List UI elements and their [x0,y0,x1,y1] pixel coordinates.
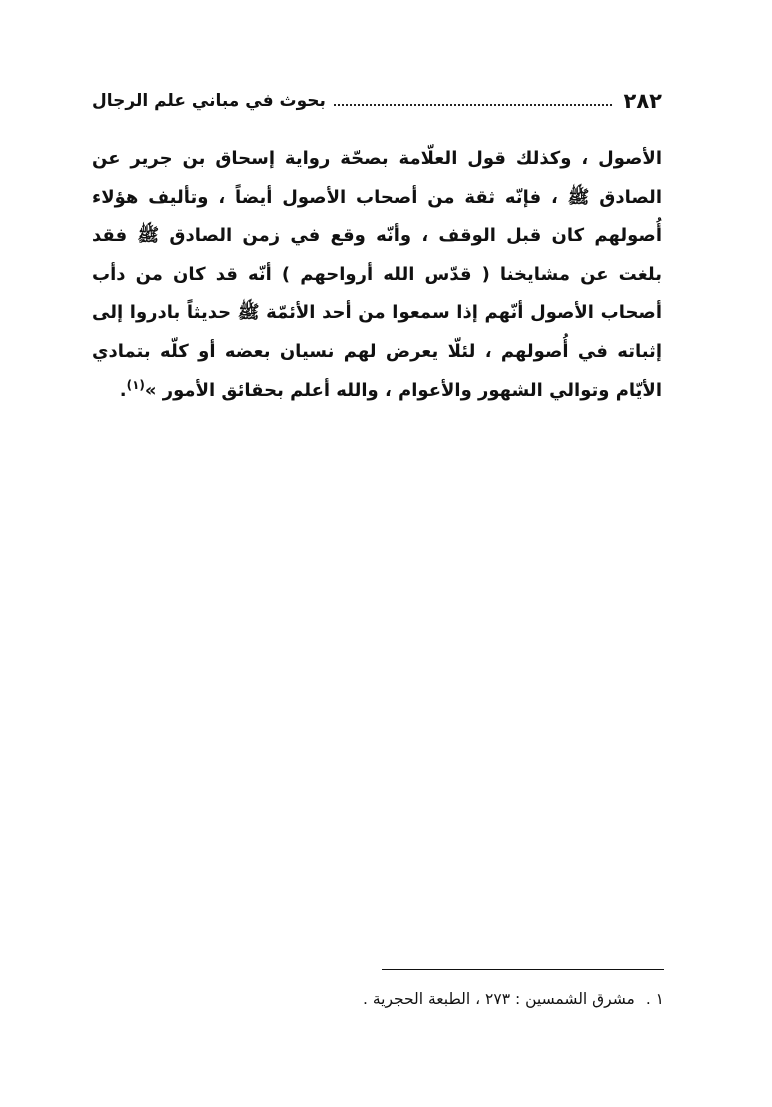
footnote-item [92,986,664,1012]
footnote-separator [382,969,664,970]
footnote-marker: ١ . [645,990,664,1008]
body-paragraph [92,140,662,410]
footnote-text: مشرق الشمسين : ٢٧٣ ، الطبعة الحجرية . [362,990,635,1008]
footnote-reference: (١) [126,377,145,392]
body-text: الأصول ، وكذلك قول العلّامة بصحّة رواية إسحاق بن جرير عن الصادق ﷺ ، فإنّه ثقة من أصحاب الأصول أيضاً ، وتأليف هؤلاء أُصولهم كان قبل الوقف ، وأنّه وقع في زمن الصادق ﷺ فقد بلغت عن مشايخنا ( قدّس الله أرواحهم ) أنّه قد كان من دأب أصحاب الأصول أنّهم إذا سمعوا من أحد الأئمّة ﷺ حديثاً بادروا إلى إثباته في أُصولهم ، لئلّا يعرض لهم نسيان بعضه أو كلّه بتمادي الأيّام وتوالي الشهور والأعوام ، والله أعلم بحقائق الأمور » [92,148,662,401]
page-number: ٢٨٢ [623,89,662,113]
header-leader-dots [334,104,612,106]
paragraph-end-mark: . [119,379,127,401]
running-title: بحوث في مباني علم الرجال [92,91,326,111]
page-header [92,86,662,116]
